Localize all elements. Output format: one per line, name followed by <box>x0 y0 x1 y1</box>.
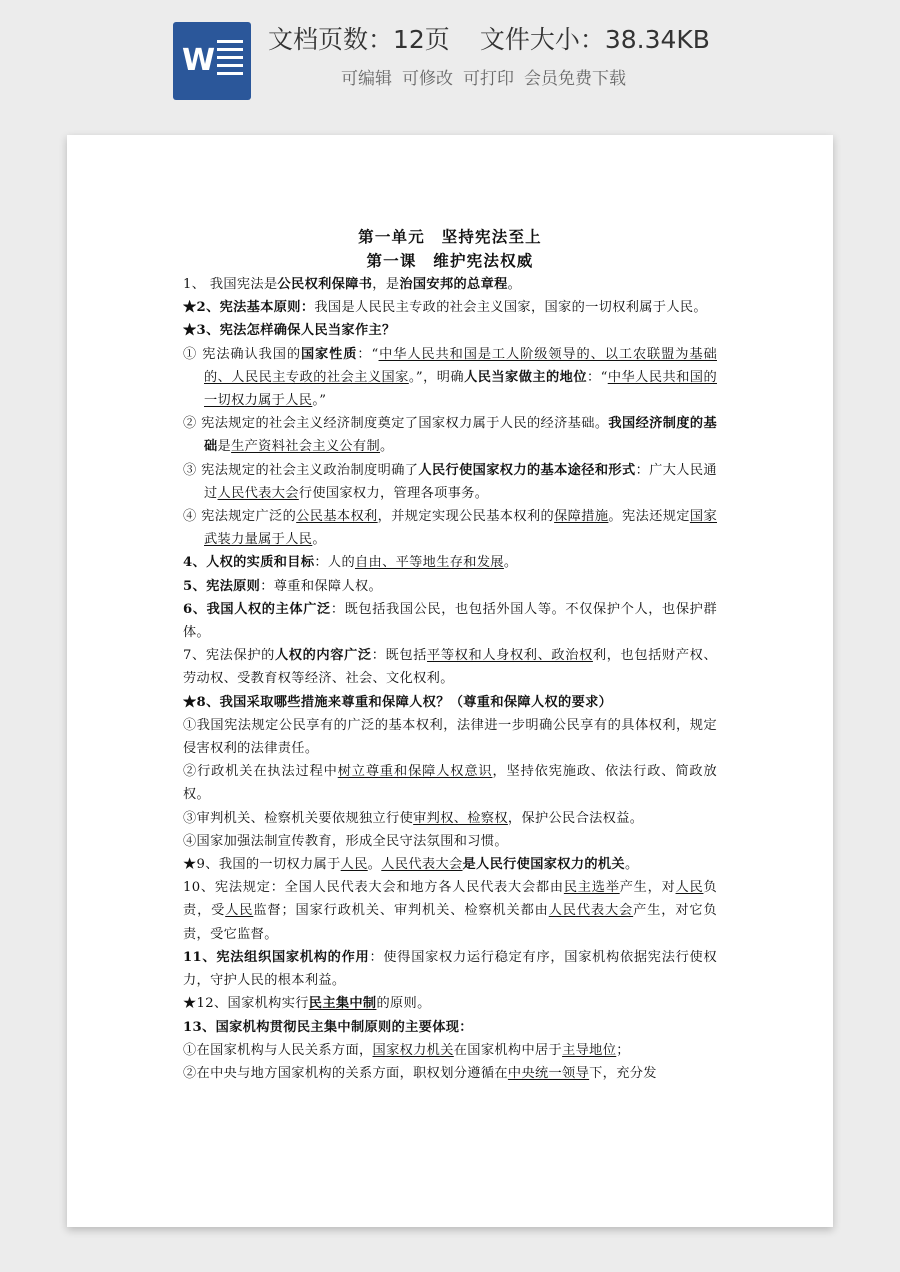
paragraph-17: ★9、我国的一切权力属于人民。人民代表大会是人民行使国家权力的机关。 <box>183 857 639 873</box>
paragraph-5: ② 宪法规定的社会主义经济制度奠定了国家权力属于人民的经济基础。我国经济制度的基础是生产资料社会主义公有制。 <box>183 416 717 455</box>
paragraph-6: ③ 宪法规定的社会主义政治制度明确了人民行使国家权力的基本途径和形式：广大人民通过人民代表大会行使国家权力，管理各项事务。 <box>183 462 717 501</box>
paragraph-11: 7、宪法保护的人权的内容广泛：既包括平等权和人身权利、政治权利，也包括财产权、劳动权、受教育权等经济、社会、文化权利。 <box>183 648 718 687</box>
document-page <box>67 135 833 1227</box>
paragraph-2: ★2、宪法基本原则：我国是人民民主专政的社会主义国家，国家的一切权利属于人民。 <box>183 300 707 316</box>
paragraph-1: 1、 我国宪法是公民权利保障书，是治国安邦的总章程。 <box>183 277 522 292</box>
feature-tags <box>341 67 626 91</box>
lesson-title: 第一课 维护宪法权威 <box>366 251 534 270</box>
tag-printable: 可打印 <box>463 69 514 89</box>
tag-free-download: 会员免费下载 <box>524 69 626 89</box>
tag-editable: 可编辑 <box>341 69 392 89</box>
paragraph-21: 13、国家机构贯彻民主集中制原则的主要体现： <box>183 1019 473 1035</box>
paragraph-3: ★3、宪法怎样确保人民当家作主？ <box>183 323 396 339</box>
word-document-icon <box>173 22 251 100</box>
paragraph-15: ③审判机关、检察机关要依规独立行使审判权、检察权，保护公民合法权益。 <box>183 810 644 826</box>
paragraph-13: ①我国宪法规定公民享有的广泛的基本权利，法律进一步明确公民享有的具体权利，规定侵害权利的法律责任。 <box>183 717 717 757</box>
paragraph-10: 6、我国人权的主体广泛：既包括我国公民，也包括外国人等。不仅保护个人，也保护群体。 <box>183 601 717 641</box>
document-body <box>183 225 717 1085</box>
paragraph-16: ④国家加强法制宣传教育，形成全民守法氛围和习惯。 <box>183 833 508 849</box>
word-letter: W <box>182 43 216 78</box>
paragraph-22: ①在国家机构与人民关系方面，国家权力机关在国家机构中居于主导地位； <box>183 1042 630 1058</box>
paragraph-18: 10、宪法规定：全国人民代表大会和地方各人民代表大会都由民主选举产生，对人民负责，受人民监督；国家行政机关、审判机关、检察机关都由人民代表大会产生，对它负责，受它监督。 <box>183 880 717 942</box>
unit-title: 第一单元 坚持宪法至上 <box>358 227 542 246</box>
download-banner <box>0 0 900 115</box>
paragraph-23: ②在中央与地方国家机构的关系方面，职权划分遵循在中央统一领导下，充分发 <box>183 1065 657 1081</box>
page-count: 文档页数：12页 <box>268 25 450 54</box>
paragraph-20: ★12、国家机构实行民主集中制的原则。 <box>183 996 431 1012</box>
file-size: 文件大小：38.34KB <box>479 25 710 54</box>
file-info <box>268 24 710 56</box>
paragraph-12: ★8、我国采取哪些措施来尊重和保障人权？（尊重和保障人权的要求） <box>183 694 613 710</box>
paragraph-19: 11、宪法组织国家机构的作用：使得国家权力运行稳定有序，国家机构依据宪法行使权力，守护人民的根本利益。 <box>183 949 717 989</box>
paragraph-14: ②行政机关在执法过程中树立尊重和保障人权意识，坚持依宪施政、依法行政、简政放权。 <box>183 764 717 803</box>
paragraph-9: 5、宪法原则：尊重和保障人权。 <box>183 578 383 594</box>
paragraph-4: ① 宪法确认我国的国家性质：“中华人民共和国是工人阶级领导的、以工农联盟为基础的、人民民主专政的社会主义国家。”，明确人民当家做主的地位：“中华人民共和国的一切权力属于人民。” <box>183 346 717 409</box>
paragraph-7: ④ 宪法规定广泛的公民基本权利，并规定实现公民基本权利的保障措施。宪法还规定国家武装力量属于人民。 <box>183 509 717 548</box>
tag-modifiable: 可修改 <box>402 69 453 89</box>
paragraph-8: 4、人权的实质和目标：人的自由、平等地生存和发展。 <box>183 555 518 571</box>
